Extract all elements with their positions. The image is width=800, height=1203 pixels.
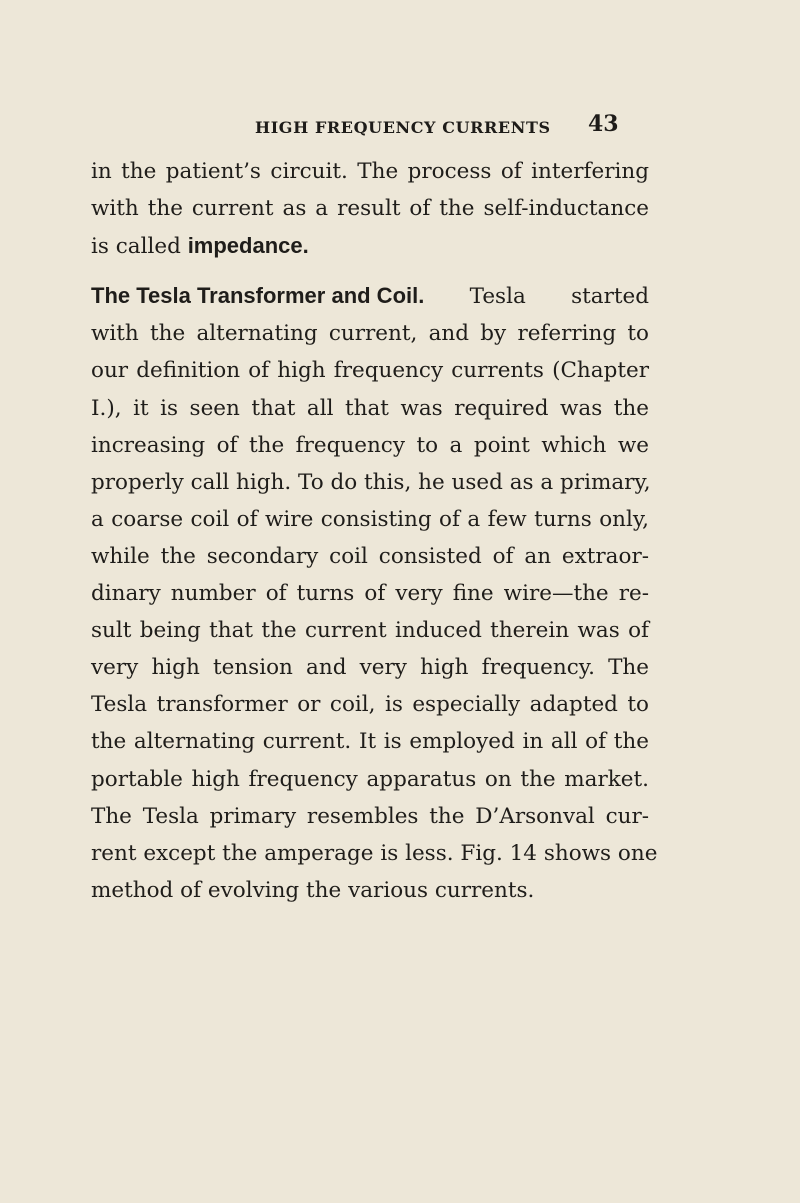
- text-line: very high tension and very high frequency. The: [91, 655, 649, 681]
- text-line: portable high frequency apparatus on the market.: [91, 766, 649, 792]
- text-line: I.), it is seen that all that was required was the: [91, 395, 649, 421]
- text-line: dinary number of turns of very fine wire—the re-: [91, 581, 649, 607]
- paragraph-2: [91, 277, 658, 909]
- text-line: Tesla transformer or coil, is especially adapted to: [91, 692, 649, 718]
- text-line: rent except the amperage is less. Fig. 14 shows one: [91, 840, 658, 866]
- text-line: increasing of the frequency to a point which we: [91, 432, 649, 458]
- text-line: [91, 277, 649, 315]
- term-impedance: impedance.: [187, 233, 309, 259]
- text-line: method of evolving the various currents.: [91, 877, 535, 903]
- text-line: with the current as a result of the self-inductance: [91, 196, 649, 222]
- paragraph-1: [91, 153, 649, 265]
- text-fragment: is called: [91, 234, 188, 260]
- page-number: 43: [588, 111, 619, 137]
- text-line: our definition of high frequency currents (Chapter: [91, 358, 649, 384]
- text-line: properly call high. To do this, he used as a primary,: [91, 469, 651, 495]
- text-line: the alternating current. It is employed in all of the: [91, 729, 649, 755]
- text-line: with the alternating current, and by referring to: [91, 321, 649, 347]
- text-line: a coarse coil of wire consisting of a few turns only,: [91, 506, 649, 532]
- text-line: sult being that the current induced therein was of: [91, 618, 649, 644]
- text-line: while the secondary coil consisted of an extraor-: [91, 543, 649, 569]
- text-line: The Tesla primary resembles the D’Arsonval cur-: [91, 803, 649, 829]
- text-fragment: Tesla started: [424, 284, 649, 310]
- section-heading: The Tesla Transformer and Coil.: [91, 283, 425, 309]
- running-head: HIGH FREQUENCY CURRENTS: [255, 118, 551, 137]
- text-line: [91, 227, 649, 265]
- text-line: in the patient’s circuit. The process of interfering: [91, 159, 649, 184]
- body-text: [91, 153, 658, 909]
